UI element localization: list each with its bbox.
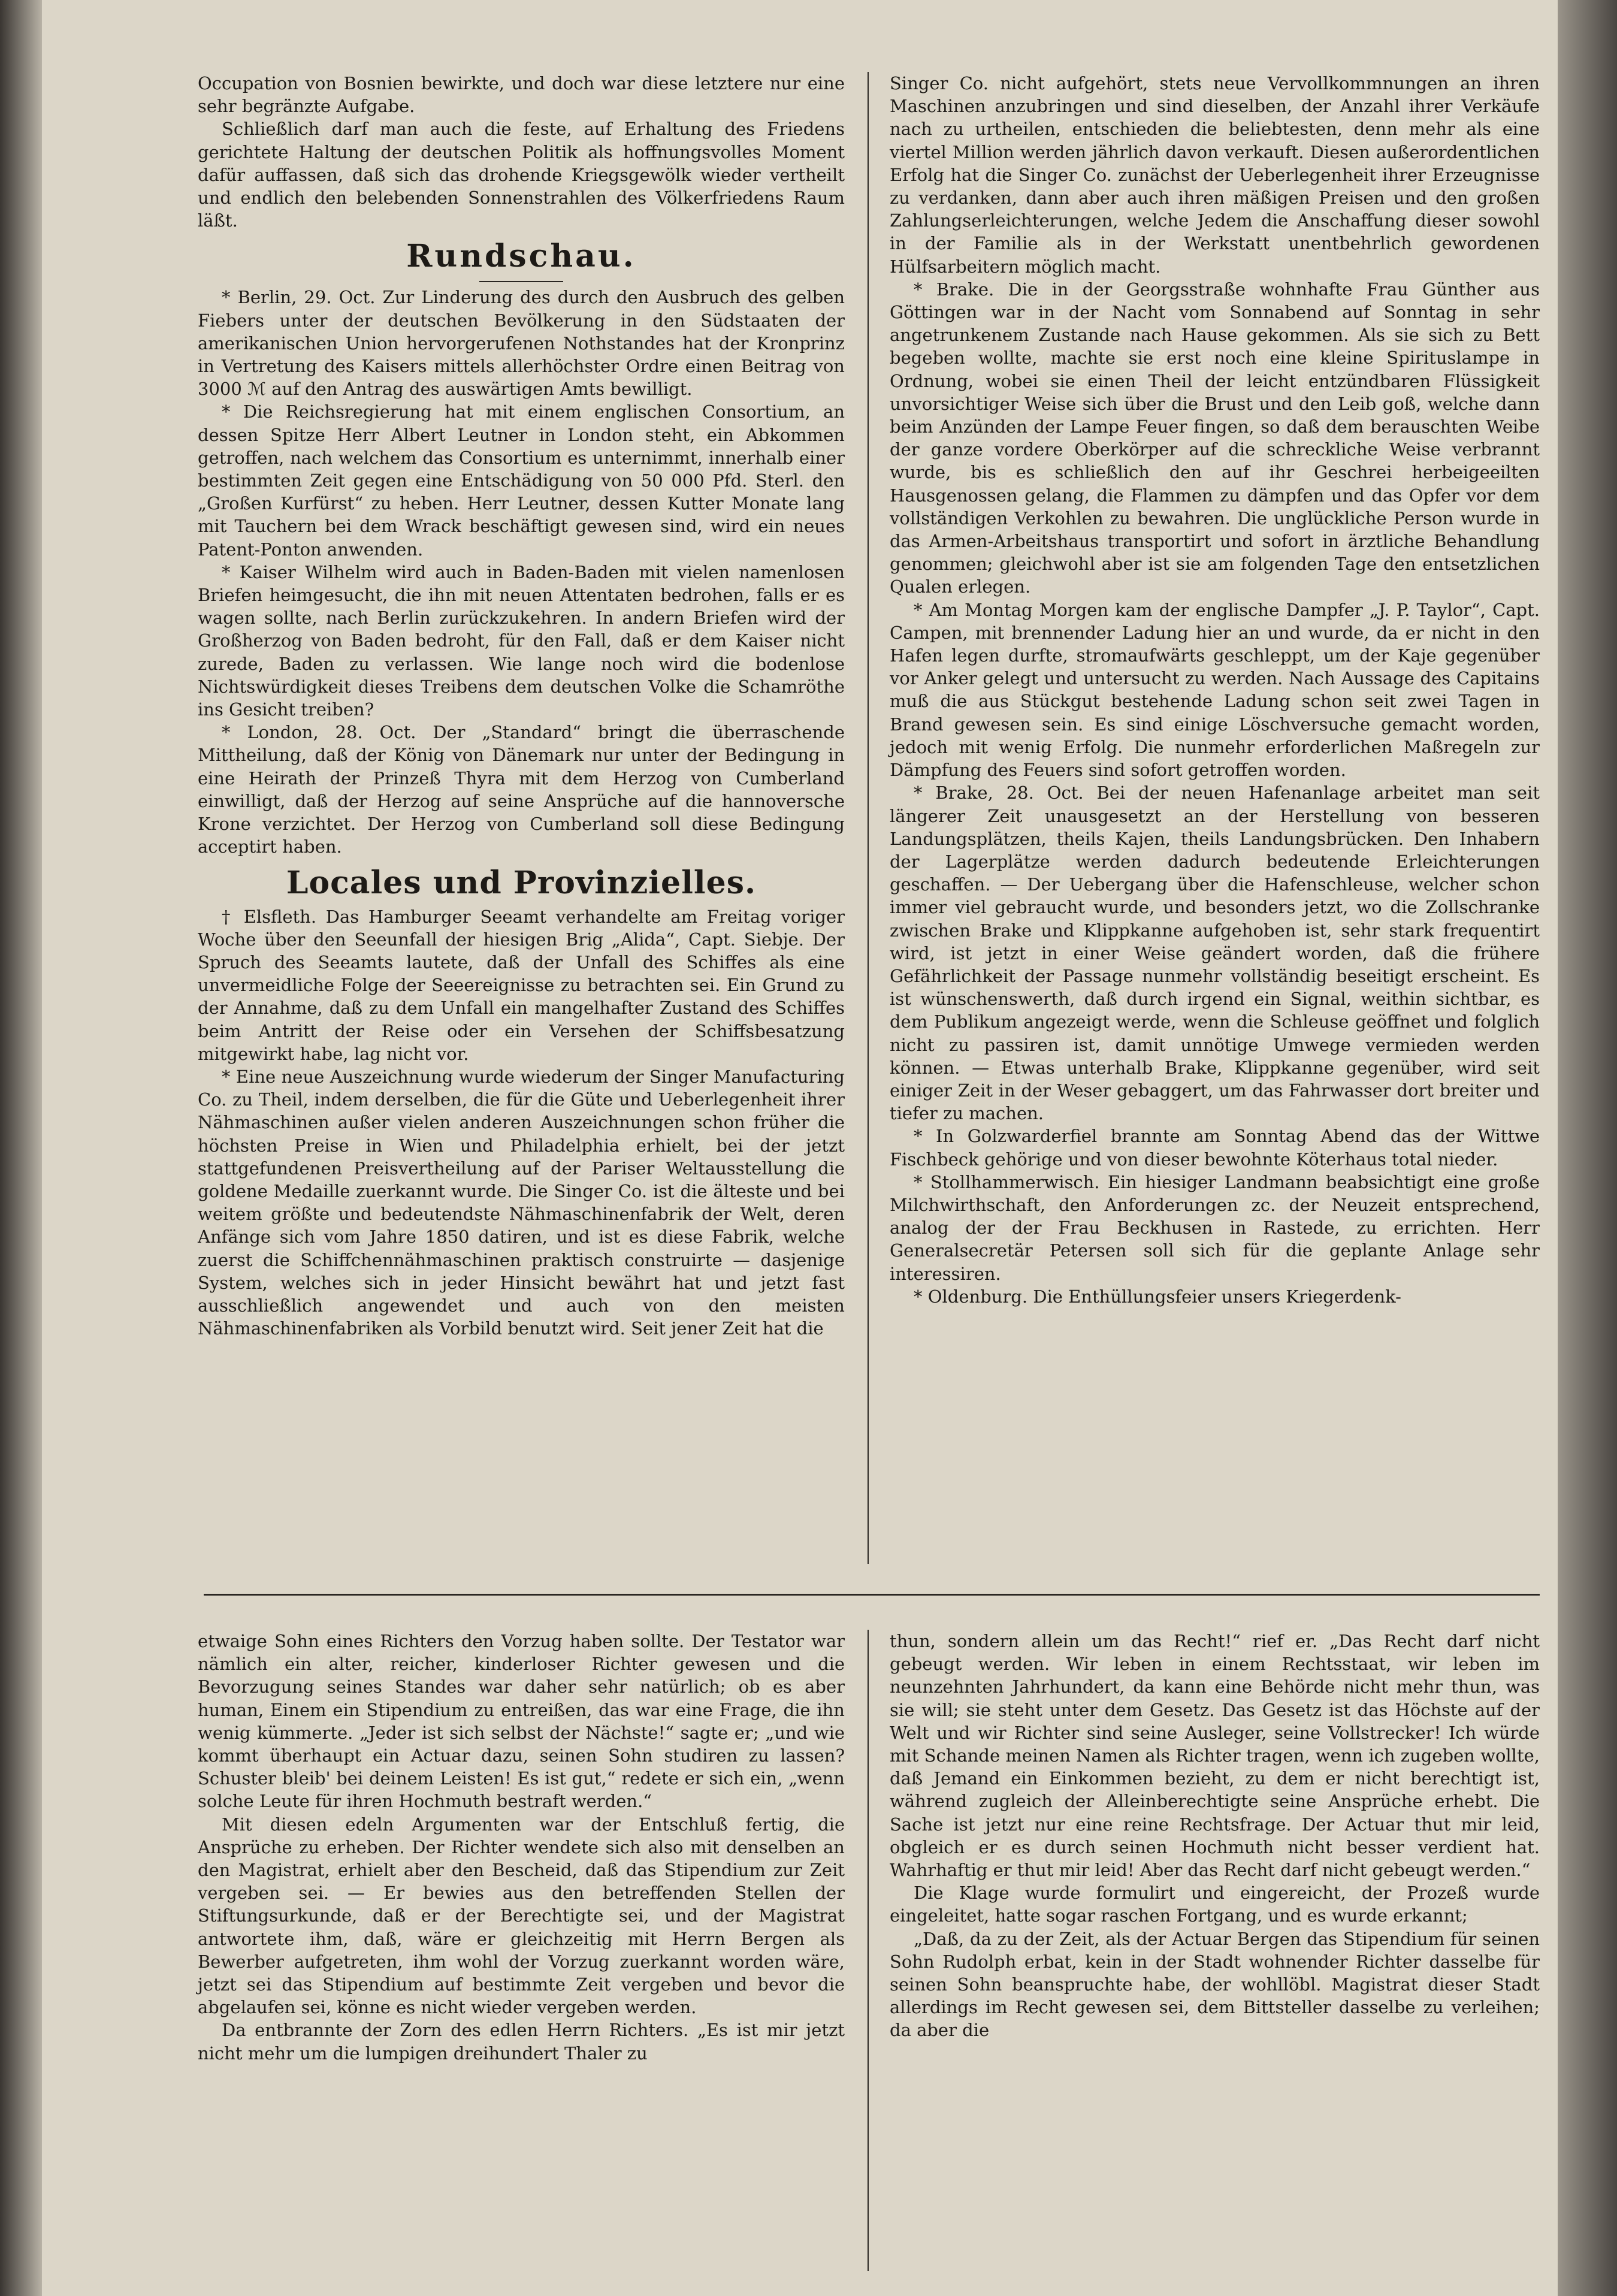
news-item: * Die Reichsregierung hat mit einem englischen Consortium, an dessen Spitze Herr Albert Leutner in London steht, ein Abkommen getroffen, nach welchem das Consortium es unternimmt, innerhalb einer bestimmten Zeit gegen eine Entschädigung von 50 000 Pfd. Sterl. den „Großen Kurfürst“ zu heben. Herr Leutner, dessen Kutter Monate lang mit Tauchern bei dem Wrack beschäftigt gewesen sind, wird ein neues Patent-Ponton anwenden. — [198, 401, 845, 560]
news-item: * London, 28. Oct. Der „Standard“ bringt die überraschende Mittheilung, daß der König von Dänemark nur unter der Bedingung in eine Heirath der Prinzeß Thyra mit dem Herzog von Cumberland einwilligt, daß der Herzog auf seine Ansprüche auf die hannoversche Krone verzichtet. Der Herzog von Cumberland soll diese Bedingung acceptirt haben. — [198, 722, 845, 857]
news-item: * Brake. Die in der Georgsstraße wohnhafte Frau Günther aus Göttingen war in der Nacht vom Sonnabend auf Sonntag in sehr angetrunkenem Zustande nach Hause gekommen. Als sie sich zu Bett begeben wollte, machte sie erst noch eine kleine Spirituslampe in Ordnung, wobei sie einen Theil der leicht entzündbaren Flüssigkeit unvorsichtiger Weise sich über die Brust und den Leib goß, welche dann beim Anzünden der Lampe Feuer fingen, so daß dem berauschten Weibe der ganze vordere Oberkörper auf die schreckliche Weise verbrannt wurde, bis es schließlich den auf ihr Geschrei herbeigeeilten Hausgenossen gelang, die Flammen zu dämpfen und das Opfer vor dem vollständigen Verkohlen zu bewahren. Die unglückliche Person wurde in das Armen-Arbeitshaus transportirt und sofort in ärztliche Behandlung genommen; gleichwohl aber ist sie am folgenden Tage den entsetzlichen Qualen erlegen. — [890, 279, 1540, 597]
section-heading-locales: Locales und Provinzielles. — [286, 864, 757, 901]
page-gutter-shadow — [1558, 0, 1617, 2296]
feuilleton-paragraph: thun, sondern allein um das Recht!“ rief er. „Das Recht darf nicht gebeugt werden. Wir leben in einem Rechtsstaat, wir leben im neunzehnten Jahrhundert, da kann eine Behörde nicht mehr thun, was sie will; sie steht unter dem Gesetz. Das Gesetz ist das Höchste auf der Welt und wir Richter sind seine Ausleger, seine Vollstrecker! Ich würde mit Schande meinen Namen als Richter tragen, wenn ich zugeben wollte, daß Jemand ein Einkommen bezieht, zu dem er nicht berechtigt ist, während zugleich der Alleinberechtigte seine Ansprüche erhebt. Die Sache ist jetzt nur eine reine Rechtsfrage. Der Actuar thut mir leid, obgleich er es durch seinen Hochmuth nicht besser verdient hat. Wahrhaftig er thut mir leid! Aber das Recht darf nicht gebeugt werden.“ — [890, 1631, 1540, 1881]
news-item: * Eine neue Auszeichnung wurde wiederum der Singer Manufacturing Co. zu Theil, indem derselben, die für die Güte und Ueberlegenheit ihrer Nähmaschinen außer vielen anderen Auszeichnungen schon früher die höchsten Preise in Wien und Philadelphia erhielt, bei der jetzt stattgefundenen Preisvertheilung auf der Pariser Weltausstellung die goldene Medaille zuerkannt wurde. Die Singer Co. ist die älteste und bei weitem größte und bedeutendste Nähmaschinenfabrik der Welt, deren Anfänge sich vom Jahre 1850 datiren, und ist es diese Fabrik, welche zuerst die Schiffchennähmaschinen praktisch construirte — dasjenige System, welches sich in jeder Hinsicht bewährt hat und jetzt fast ausschließlich angewendet und auch von den meisten Nähmaschinenfabriken als Vorbild benutzt wird. Seit jener Zeit hat die — [198, 1066, 845, 1339]
feuilleton-paragraph: Da entbrannte der Zorn des edlen Herrn Richters. „Es ist mir jetzt nicht mehr um die lumpigen dreihundert Thaler zu — [198, 2020, 845, 2064]
column-top-left — [198, 72, 845, 1340]
column-divider-top — [868, 72, 869, 1564]
paragraph: Occupation von Bosnien bewirkte, und doch war diese letztere nur eine sehr begränzte Aufgabe. — [198, 73, 845, 117]
news-item: * Oldenburg. Die Enthüllungsfeier unsers Kriegerdenk- — [914, 1286, 1401, 1307]
news-item: † Elsfleth. Das Hamburger Seeamt verhandelte am Freitag voriger Woche über den Seeunfall der hiesigen Brig „Alida“, Capt. Siebje. Der Spruch des Seeamts lautete, daß der Unfall des Schiffes als eine unvermeidliche Folge der Seeereignisse zu betrachten sei. Ein Grund zu der Annahme, daß zu dem Unfall ein mangelhafter Zustand des Schiffes beim Antritt der Reise oder ein Versehen der Schiffsbesatzung mitgewirkt habe, lag nicht vor. — [198, 906, 845, 1064]
column-divider-bottom — [868, 1630, 869, 2271]
paragraph: Singer Co. nicht aufgehört, stets neue Vervollkommnungen an ihren Maschinen anzubringen und sind dieselben, der Anzahl ihrer Verkäufe nach zu urtheilen, entschieden die beliebtesten, denn mehr als eine viertel Million werden jährlich davon verkauft. Diesen außerordentlichen Erfolg hat die Singer Co. zunächst der Ueberlegenheit ihrer Erzeugnisse zu verdanken, dann aber auch ihren mäßigen Preisen und den großen Zahlungserleichterungen, welche Jedem die Anschaffung dieser sowohl in der Familie als in der Werkstatt unentbehrlich gewordenen Hülfsarbeitern möglich macht. — [890, 73, 1540, 277]
news-item: * Brake, 28. Oct. Bei der neuen Hafenanlage arbeitet man seit längerer Zeit unausgesetzt an der Herstellung von besseren Landungsplätzen, theils Kajen, theils Landungsbrücken. Den Inhabern der Lagerplätze werden dadurch bedeutende Erleichterungen geschaffen. — Der Uebergang über die Hafenschleuse, welcher schon immer viel gebraucht wurde, und besonders jetzt, wo die Zollschranke zwischen Brake und Klippkanne aufgehoben ist, sehr stark frequentirt wird, ist jetzt in einer Weise geändert worden, daß die frühere Gefährlichkeit der Passage nunmehr vollständig beseitigt erscheint. Es ist wünschenswerth, daß durch irgend ein Signal, weithin sichtbar, es dem Publikum angezeigt werde, wenn die Schleuse geöffnet und folglich nicht zu passiren ist, damit unnötige Umwege vermieden werden können. — Etwas unterhalb Brake, Klippkanne gegenüber, wird seit einiger Zeit in der Weser gebaggert, um das Fahrwasser dort breiter und tiefer zu machen. — [890, 783, 1540, 1124]
feuilleton-paragraph: Die Klage wurde formulirt und eingereicht, der Prozeß wurde eingeleitet, hatte sogar raschen Fortgang, und es wurde erkannt; — [890, 1883, 1540, 1926]
heading-rule — [479, 281, 563, 282]
news-item: * Berlin, 29. Oct. Zur Linderung des durch den Ausbruch des gelben Fiebers unter der deutschen Bevölkerung in den Südstaaten der amerikanischen Union hervorgerufenen Nothstandes hat der Kronprinz in Vertretung des Kaisers mittels allerhöchster Ordre einen Beitrag von 3000 ℳ auf den Antrag des auswärtigen Amts bewilligt. — [198, 287, 845, 400]
news-item: * In Golzwarderfiel brannte am Sonntag Abend das der Wittwe Fischbeck gehörige und von dieser bewohnte Köterhaus total nieder. — [890, 1126, 1540, 1170]
news-item: * Kaiser Wilhelm wird auch in Baden-Baden mit vielen namenlosen Briefen heimgesucht, die ihn mit neuen Attentaten bedrohen, falls er es wagen sollte, nach Berlin zurückzukehren. In andern Briefen wird der Großherzog von Baden bedroht, für den Fall, daß er dem Kaiser nicht zurede, Baden zu verlassen. Wie lange noch wird die bodenlose Nichtswürdigkeit dieses Treibens dem deutschen Volke die Schamröthe ins Gesicht treiben? — [198, 561, 845, 720]
feuilleton-paragraph: „Daß, da zu der Zeit, als der Actuar Bergen das Stipendium für seinen Sohn Rudolph erbat, kein in der Stadt wohnender Richter dasselbe für seinen Sohn beanspruchte habe, der wohllöbl. Magistrat dieser Stadt allerdings im Recht gewesen sei, dem Bittsteller dasselbe zu verleihen; da aber die — [890, 1928, 1540, 2041]
feuilleton-paragraph: Mit diesen edeln Argumenten war der Entschluß fertig, die Ansprüche zu erheben. Der Richter wendete sich also mit denselben an den Magistrat, erhielt aber den Bescheid, daß das Stipendium zur Zeit vergeben sei. — Er bewies aus den betreffenden Stellen der Stiftungsurkunde, daß er der Berechtigte sei, und der Magistrat antwortete ihm, daß, wäre er gleichzeitig mit Herrn Bergen als Bewerber aufgetreten, ihm wohl der Vorzug zuerkannt worden wäre, jetzt sei das Stipendium auf bestimmte Zeit vergeben und bevor die abgelaufen sei, könne es nicht wieder vergeben werden. — [198, 1814, 845, 2018]
news-item: * Stollhammerwisch. Ein hiesiger Landmann beabsichtigt eine große Milchwirthschaft, den Anforderungen zc. der Neuzeit entsprechend, analog der der Frau Beckhusen in Rastede, zu errichten. Herr Generalsecretär Petersen soll sich für die geplante Anlage sehr interessiren. — [890, 1171, 1540, 1284]
column-top-right — [890, 72, 1540, 1308]
binding-edge — [0, 0, 42, 2296]
news-item: * Am Montag Morgen kam der englische Dampfer „J. P. Taylor“, Capt. Campen, mit brennender Ladung hier an und wurde, da er nicht in den Hafen legen durfte, stromaufwärts geschleppt, um der Kaje gegenüber vor Anker gelegt und untersucht zu werden. Nach Aussage des Capitains muß die aus Stückgut bestehende Ladung schon seit zwei Tagen in Brand gewesen sein. Es sind einige Löschversuche gemacht worden, jedoch mit wenig Erfolg. Die nunmehr erforderlichen Maßregeln zur Dämpfung des Feuers sind sofort getroffen worden. — [890, 599, 1540, 781]
feuilleton-paragraph: etwaige Sohn eines Richters den Vorzug haben sollte. Der Testator war nämlich ein alter, reicher, kinderloser Richter gewesen und die Bevorzugung seines Standes war daher sehr natürlich; ob es aber human, Einem ein Stipendium zu entreißen, das war eine Frage, die ihn wenig kümmerte. „Jeder ist sich selbst der Nächste!“ sagte er; „und wie kommt überhaupt ein Actuar dazu, seinen Sohn studiren zu lassen? Schuster bleib' bei deinem Leisten! Es ist gut,“ redete er sich ein, „wenn solche Leute für ihren Hochmuth bestraft werden.“ — [198, 1631, 845, 1812]
feuilleton-divider — [204, 1594, 1540, 1596]
column-bottom-right — [890, 1630, 1540, 2042]
paragraph: Schließlich darf man auch die feste, auf Erhaltung des Friedens gerichtete Haltung der deutschen Politik als hoffnungsvolles Moment dafür auffassen, daß sich das drohende Kriegsgewölk wieder vertheilt und endlich den belebenden Sonnenstrahlen des Völkerfriedens Raum läßt. — [198, 119, 845, 231]
section-heading-rundschau: Rundschau. — [406, 238, 636, 275]
column-bottom-left — [198, 1630, 845, 2065]
